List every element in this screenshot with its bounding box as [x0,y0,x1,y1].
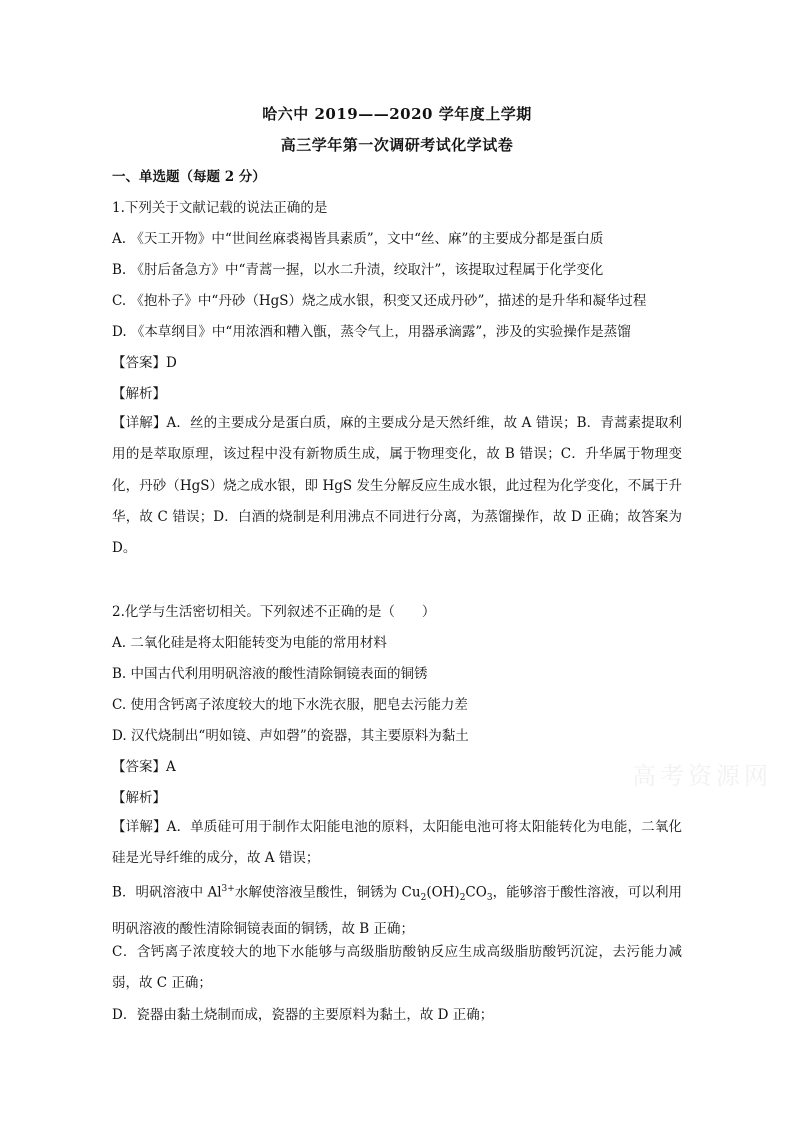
question-2-option-c: C. 使用含钙离子浓度较大的地下水洗衣服，肥皂去污能力差 [112,697,468,713]
question-2-option-d: D. 汉代烧制出“明如镜、声如磬”的瓷器，其主要原料为黏土 [112,728,469,744]
question-2-detail-a: 【详解】A．单质硅可用于制作太阳能电池的原料，太阳能电池可将太阳能转化为电能，二氧化硅是光导纤维的成分，故 A 错误； [112,819,682,867]
question-2-detail-b: B．明矾溶液中 $Al^{3+}$水解使溶液呈酸性，铜锈为 $Cu_2(OH)_2CO_3$，能够溶于酸性溶液，可以利用明矾溶液的酸性清除铜镜表面的铜锈，故 B 正确； [112,884,682,938]
question-2-detail-d: D．瓷器由黏土烧制而成，瓷器的主要原料为黏土，故 D 正确； [112,1007,494,1023]
question-1-stem: 1.下列关于文献记载的说法正确的是 [112,200,328,216]
school-header: 哈六中 2019——2020 学年度上学期 [262,105,532,123]
question-2-option-b: B. 中国古代利用明矾溶液的酸性清除铜镜表面的铜锈 [112,666,428,682]
watermark: 高考资源网 [632,762,772,790]
question-1-answer: 【答案】D [112,355,177,371]
question-2-detail-c: C．含钙离子浓度较大的地下水能够与高级脂肪酸钠反应生成高级脂肪酸钙沉淀，去污能力减弱，故 C 正确； [112,944,682,992]
question-2-answer: 【答案】A [112,759,176,775]
exam-title: 高三学年第一次调研考试化学试卷 [280,136,514,154]
question-2-option-a: A. 二氧化硅是将太阳能转变为电能的常用材料 [112,635,387,651]
question-1-option-b: B. 《肘后备急方》中“青蒿一握，以水二升渍，绞取汁”，该提取过程属于化学变化 [112,262,604,278]
question-1-option-a: A. 《天工开物》中“世间丝麻裘褐皆具素质”，文中“丝、麻”的主要成分都是蛋白质 [112,231,604,247]
question-1-detail: 【详解】A．丝的主要成分是蛋白质，麻的主要成分是天然纤维，故 A 错误；B．青蒿素提取利用的是萃取原理，该过程中没有新物质生成，属于物理变化，故 B 错误；C．升华属于物理变化，丹砂（HgS）烧之成水银，即 HgS 发生分解反应生成水银，此过程为化学变化，不属于升华，故 C 错误；D．白酒的烧制是利用沸点不同进行分离，为蒸馏操作，故 D 正确；故答案为 D。 [112,415,682,557]
section-heading: 一、单选题（每题 2 分） [112,169,266,185]
question-2-stem: 2.化学与生活密切相关。下列叙述不正确的是（ ） [112,604,436,620]
question-1-option-c: C. 《抱朴子》中“丹砂（HgS）烧之成水银，积变又还成丹砂”，描述的是升华和凝华过程 [112,293,647,309]
question-1-option-d: D. 《本草纲目》中“用浓酒和糟入甑，蒸令气上，用器承滴露”，涉及的实验操作是蒸馏 [112,324,631,340]
question-1-analysis-label: 【解析】 [112,386,166,402]
question-2-analysis-label: 【解析】 [112,790,166,806]
